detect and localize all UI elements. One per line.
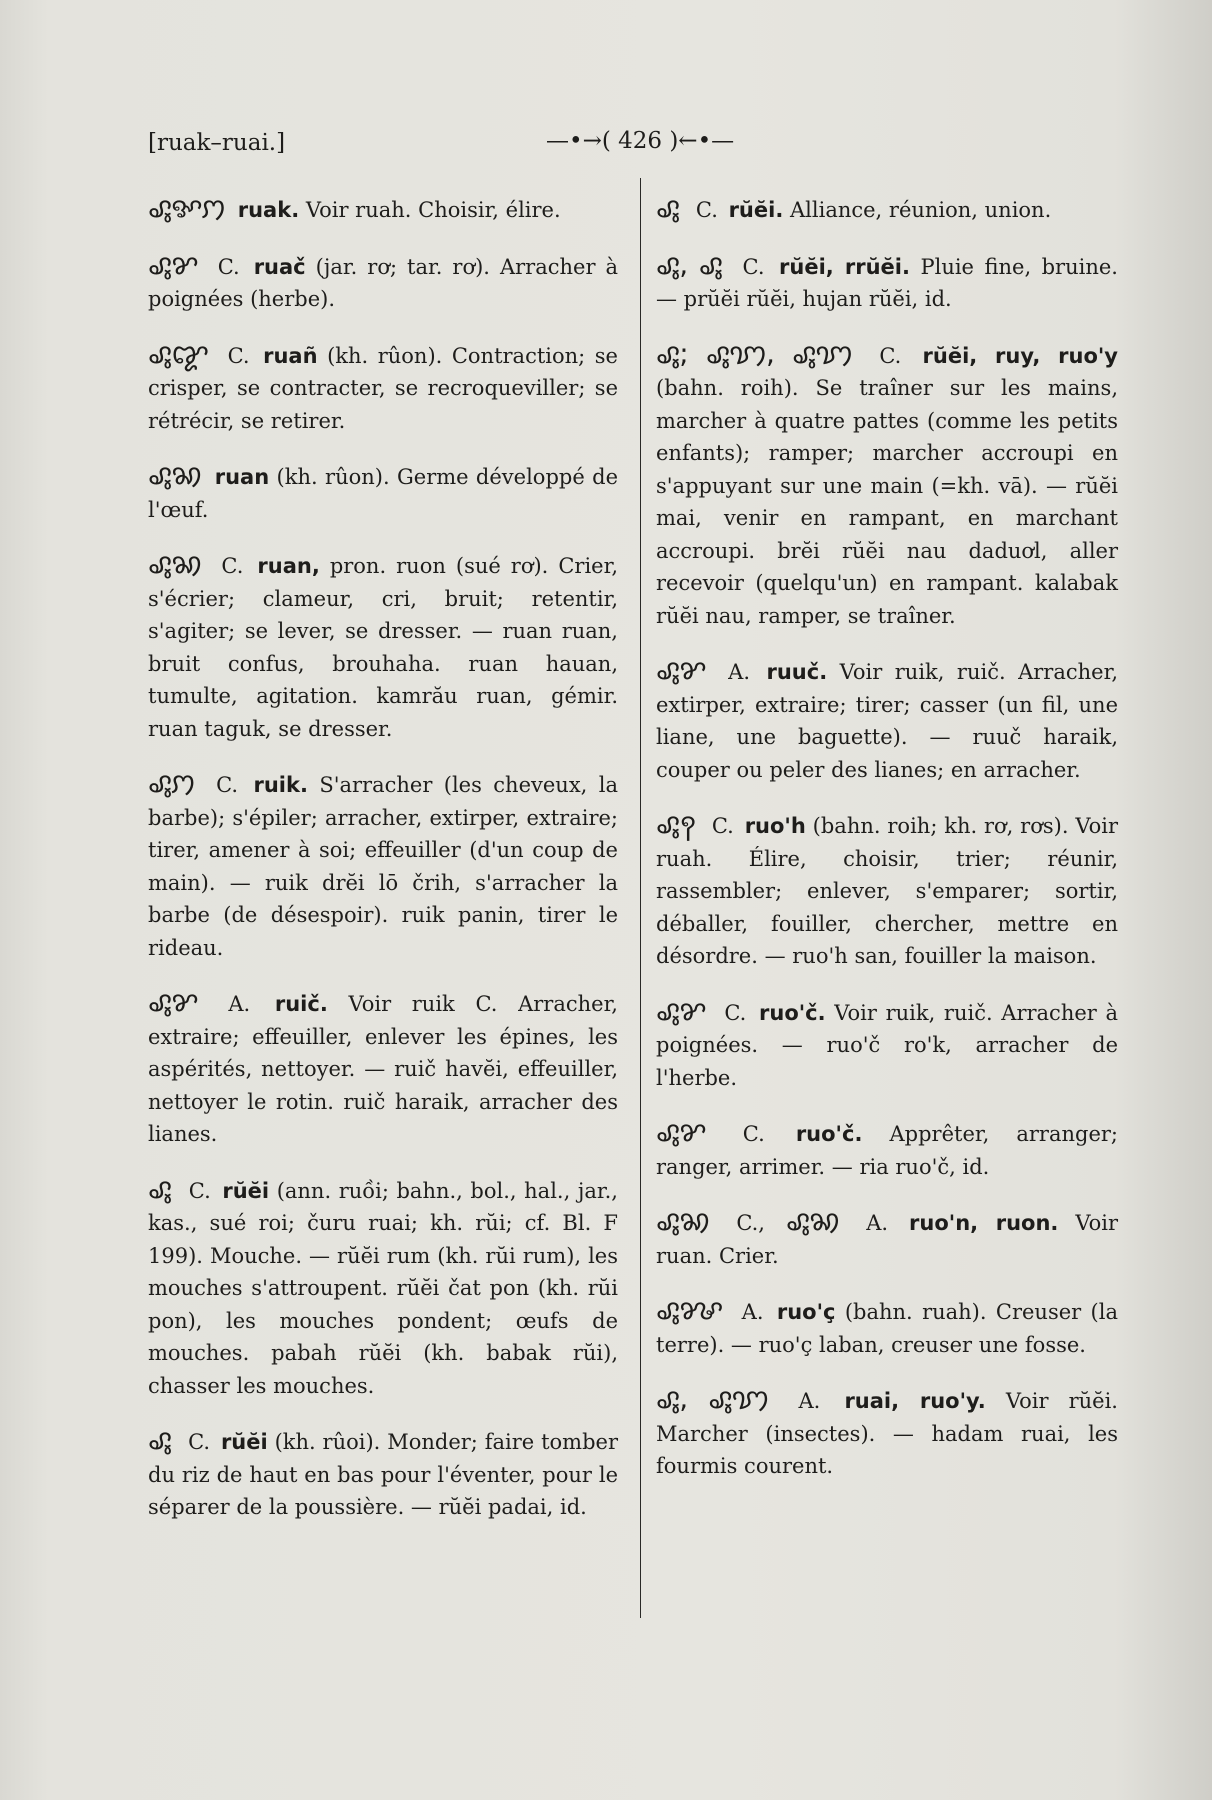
entry-definition: Voir ruik, ruič. Arracher à poignées. — ruo'č ro'k, arracher de l'herbe. [656,1000,1118,1090]
dictionary-entry [148,338,618,438]
cham-script-glyph: ꨣꨶꩀ [148,766,195,799]
entry-definition: Voir ruik C. Arracher, extraire; effeuiller, enlever les épines, les aspérités, nettoyer. — ruič havĕi, effeuiller, nettoyer le rotin. ruič haraik, arracher des lianes. [148,992,618,1146]
cham-script-glyph: ꨣꨶꩍ [656,807,696,840]
cham-script-glyph: ꨣꨶꩆ [148,547,202,580]
entry-source-tag: C. [742,1122,765,1146]
entry-headword: ruañ [263,343,318,368]
cham-script-glyph: ꨣꨶ; ꨣꨶꩈ, ꨣꨶꩈ [656,336,853,370]
column-divider [640,178,641,1618]
cham-script-glyph: ꨣꨶꨌ [148,985,198,1018]
entry-headword: ruič. [274,992,328,1016]
entry-source-tag: C. [695,198,718,222]
entry-definition: (jar. rơ; tar. rơ). Arracher à poignées (herbe). [148,254,619,311]
cham-script-glyph: ꨣꨶꩆ [148,458,202,491]
cham-script-glyph: ꨣꨶꩆ [656,1204,710,1237]
entry-headword: ruuč. [766,660,828,684]
cham-script-glyph: ꨣꨶ [148,1171,172,1205]
entry-headword: ruan, [257,554,320,578]
entry-source-tag: C. [711,814,734,838]
cham-script-glyph: ꨣꨶꨑ [148,336,209,370]
entry-definition: (bahn. ruah). Creuser (la terre). — ruo'ç laban, creuser une fosse. [656,1300,1118,1357]
entry-headword: ruo'n, ruon. [909,1211,1059,1235]
entry-headword: rŭĕi, rrŭĕi. [779,254,910,279]
cham-script-glyph: ꨣꨶꩆ [785,1204,840,1237]
cham-script-glyph: ꨣꨶ [656,191,680,224]
entry-headword: ruik. [253,773,308,797]
entry-headword: rŭĕi [222,1178,270,1203]
entry-definition: Voir rŭĕi. Marcher (insectes). — hadam ruai, les fourmis courent. [656,1389,1118,1478]
entry-source-tag: A. [728,660,750,684]
running-head-range: [ruak–ruai.] [148,130,286,156]
entry-source-tag: C. [188,1178,211,1203]
entry-source-tag: A. [228,992,251,1016]
dictionary-entry [656,808,1118,973]
entry-definition: (kh. rûoi). Monder; faire tomber du riz de haut en bas pour l'éventer, pour le séparer de la poussière. — rŭĕi padai, id. [148,1430,618,1519]
dictionary-entry [656,995,1118,1095]
cham-script-glyph: ꨣꨶꨀꩀ [148,191,226,224]
entry-source-tag: C. [879,343,902,368]
entry-headword: ruak. [237,198,300,222]
dictionary-entry [148,548,618,745]
entry-definition: Pluie fine, bruine. — prŭĕi rŭĕi, hujan rŭĕi, id. [656,254,1118,311]
dictionary-entry [148,249,618,316]
entry-headword: ruai, ruo'y. [844,1389,986,1413]
entry-definition: S'arracher (les cheveux, la barbe); s'épiler; arracher, extirper, extraire; tirer, amener à soi; effeuiller (d'un coup de main). — ruik drĕi lō črih, s'arracher la barbe (de désespoir). ruik panin, tirer le rideau. [148,773,618,960]
dictionary-entry [656,1294,1118,1361]
entry-headword: ruo'h [744,814,806,838]
entry-source-tag: A. [741,1300,764,1324]
cham-script-glyph: ꨣꨶꨌ [656,1115,706,1148]
dictionary-entry [656,1205,1118,1272]
cham-script-glyph: ꨣꨶꨍ [656,1293,723,1326]
entry-source-tag: C. [221,554,244,578]
right-column [656,192,1118,1505]
entry-definition: (kh. rûon). Germe développé de l'œuf. [148,465,618,522]
entry-source-tag: C. [742,254,765,279]
entry-headword: ruo'č. [795,1122,863,1146]
dictionary-entry [148,986,618,1151]
dictionary-entry [656,1116,1118,1183]
entry-source-tag: C., [736,1211,765,1235]
entry-definition: (bahn. roih). Se traîner sur les mains, marcher à quatre pattes (comme les petits enfants); ramper; marcher accroupi en s'appuyant sur une main (=kh. vā). — rŭĕi mai, venir en rampant, en marchant accroupi. brĕi rŭĕi nau daduơl, aller recevoir (quelqu'un) en rampant. kalabak rŭĕi nau, ramper, se traîner. [656,376,1118,628]
entry-source-tag: A. [798,1389,821,1413]
cham-script-glyph: ꨣꨶ [148,1423,172,1456]
entry-headword: ruo'ç [776,1300,836,1324]
dictionary-entry [148,767,618,964]
entry-definition: (bahn. roih; kh. rơ, rơs). Voir ruah. Élire, choisir, trier; réunir, rassembler; enlever, s'emparer; sortir, déballer, fouiller, chercher, mettre en désordre. — ruo'h san, fouiller la maison. [656,814,1118,968]
entry-headword: rŭĕi, ruy, ruo'y [922,343,1118,368]
left-column [148,192,618,1546]
entry-definition: pron. ruon (sué rơ). Crier, s'écrier; clameur, cri, bruit; retentir, s'agiter; se lever, se dresser. — ruan ruan, bruit confus, brouhaha. ruan hauan, tumulte, agitation. kamrău ruan, gémir. ruan taguk, se dresser. [148,554,619,741]
dictionary-entry [656,249,1118,316]
cham-script-glyph: ꨣꨶ, ꨣꨶꩈ [656,1382,769,1415]
entry-headword: rŭĕi [220,1430,268,1454]
dictionary-entry [148,192,618,227]
entry-headword: ruo'č. [759,1000,826,1025]
entry-source-tag: C. [188,1430,211,1454]
entry-definition: Voir ruan. Crier. [656,1211,1118,1268]
dictionary-entry [656,338,1118,633]
entry-headword: ruan [214,465,270,489]
dictionary-entry [656,1383,1118,1483]
entry-source-tag: C. [216,773,239,797]
entry-source-tag: C. [724,1000,747,1025]
entry-definition: Alliance, réunion, union. [790,198,1052,222]
entry-definition: (kh. rûon). Contraction; se crisper, se contracter, se recroqueviller; se rétrécir, se retirer. [148,343,618,433]
dictionary-entry [148,459,618,526]
entry-definition: Voir ruah. Choisir, élire. [305,198,561,222]
dictionary-entry [656,654,1118,786]
entry-headword: ruač [253,254,306,279]
page-number: —•→( 426 )←•— [546,128,735,154]
cham-script-glyph: ꨣꨶ, ꨣꨶ [656,247,723,281]
entry-source-tag: C. [217,254,240,279]
dictionary-entry [148,1173,618,1403]
entry-definition: Apprêter, arranger; ranger, arrimer. — ria ruo'č, id. [656,1122,1118,1179]
entry-headword: rŭĕi. [728,198,784,222]
cham-script-glyph: ꨣꨶꨌ [148,247,198,281]
dictionary-entry [148,1424,618,1524]
cham-script-glyph: ꨣꨶꨌ [656,993,706,1027]
entry-definition: Voir ruik, ruič. Arracher, extirper, extraire; tirer; casser (un fil, une liane, une baguette). — ruuč haraik, couper ou peler des lianes; en arracher. [656,660,1118,782]
cham-script-glyph: ꨣꨶꨌ [656,653,706,686]
dictionary-entry [656,192,1118,227]
entry-source-tag: C. [227,343,250,368]
entry-source-tag: A. [866,1211,889,1235]
entry-definition: (ann. ruồi; bahn., bol., hal., jar., kas., sué roi; čuru ruai; kh. rŭi; cf. Bl. F 199). Mouche. — rŭĕi rum (kh. rŭi rum), les mouches s'attroupent. rŭĕi čat pon (kh. rŭi pon), les mouches pondent; œufs de mouches. pabah rŭĕi (kh. babak rŭi), chasser les mouches. [148,1178,618,1398]
